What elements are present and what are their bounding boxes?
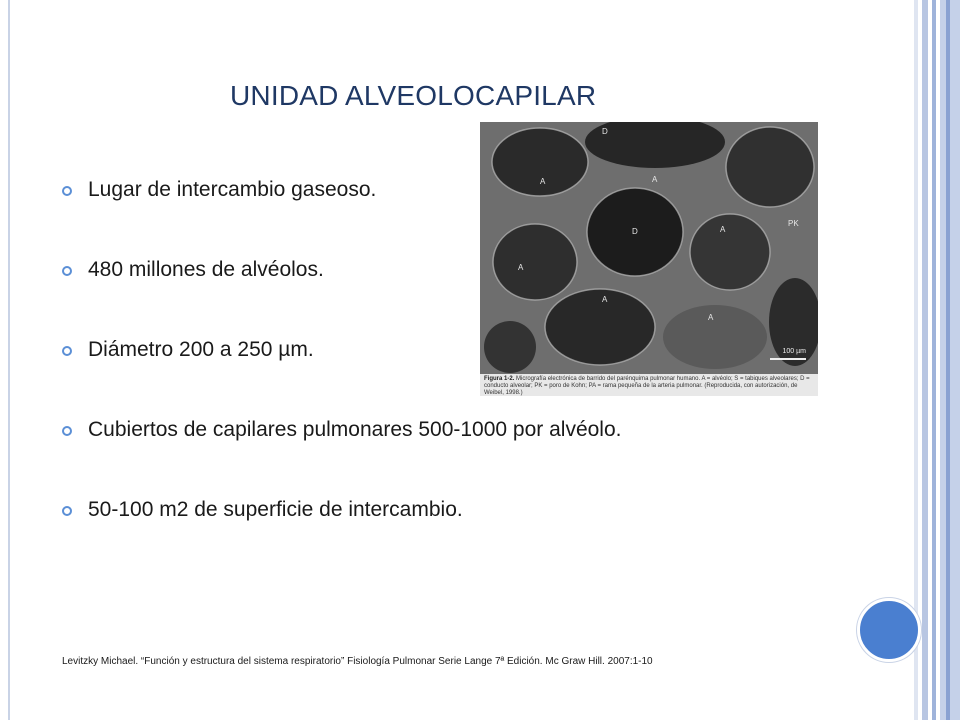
figure-caption-text: Micrografía electrónica de barrido del parénquima pulmonar humano. A = alvéolo; S = tabiques alveolares; D = conducto alveolar; PK = poro de Kohn; PA = rama pequeña de la arteria pulmonar. (Reproducida, con autorización, de Weibel, 1998.) — [484, 376, 810, 396]
figure-label: D — [602, 127, 608, 136]
bullet-marker-icon — [62, 346, 72, 356]
slide-title: UNIDAD ALVEOLOCAPILAR — [230, 80, 597, 111]
figure-label: A — [602, 295, 608, 304]
bullet-marker-icon — [62, 266, 72, 276]
figure-caption-label: Figura 1-2. — [484, 376, 515, 382]
bullet-text: 50-100 m2 de superficie de intercambio. — [88, 498, 463, 521]
micrograph-image — [480, 122, 818, 374]
right-frame-decoration — [914, 0, 960, 720]
figure-label: A — [720, 225, 726, 234]
micrograph-figure — [480, 122, 818, 396]
decorative-circle — [857, 598, 921, 662]
left-frame-line — [8, 0, 10, 720]
figure-label: A — [540, 177, 546, 186]
figure-label: A — [518, 263, 524, 272]
figure-label: D — [632, 227, 638, 236]
bullet-text: Lugar de intercambio gaseoso. — [88, 178, 377, 201]
figure-label: PK — [788, 219, 799, 228]
scale-label: 100 µm — [782, 348, 806, 355]
figure-label: A — [708, 313, 714, 322]
bullet-marker-icon — [62, 506, 72, 516]
reference-citation: Levitzky Michael. “Función y estructura del sistema respiratorio” Fisiología Pulmonar Serie Lange 7ª Edición. Mc Graw Hill. 2007:1-10 — [62, 656, 653, 667]
bullet-marker-icon — [62, 186, 72, 196]
figure-caption — [480, 374, 818, 396]
bullet-text: Diámetro 200 a 250 µm. — [88, 338, 314, 361]
bullet-marker-icon — [62, 426, 72, 436]
bullet-text: Cubiertos de capilares pulmonares 500-1000 por alvéolo. — [88, 418, 622, 441]
scale-bar — [770, 358, 806, 360]
figure-label: A — [652, 175, 658, 184]
bullet-text: 480 millones de alvéolos. — [88, 258, 324, 281]
